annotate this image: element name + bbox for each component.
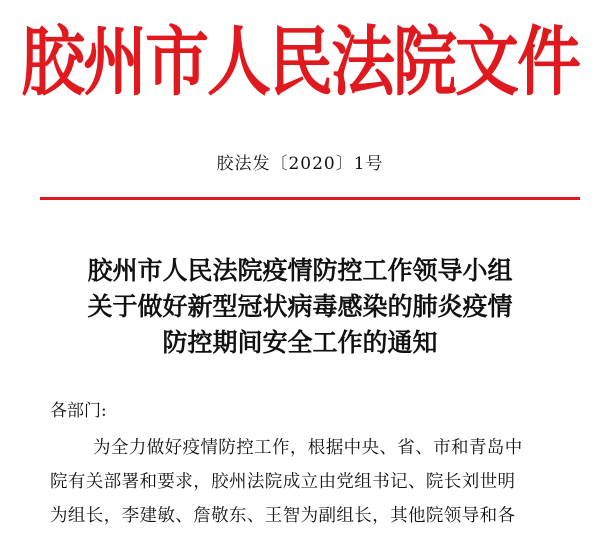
title-line-1: 胶州市人民法院疫情防控工作领导小组 [87,256,513,285]
document-masthead: 胶州市人民法院文件 [21,18,579,107]
body-text-line-2: 院有关部署和要求，胶州法院成立由党组书记、院长刘世明 [50,472,516,492]
body-text-line-1: 为全力做好疫情防控工作，根据中央、省、市和青岛中 [93,438,523,458]
title-line-2: 关于做好新型冠状病毒感染的肺炎疫情 [87,292,513,321]
salutation: 各部门: [50,401,107,421]
document-title [0,253,600,361]
body-text-line-3: 为组长，李建敏、詹敬东、王智为副组长，其他院领导和各 [50,506,516,526]
red-divider-rule [40,197,580,200]
document-number: 胶法发〔2020〕1号 [216,154,384,174]
title-line-3: 防控期间安全工作的通知 [162,328,438,357]
